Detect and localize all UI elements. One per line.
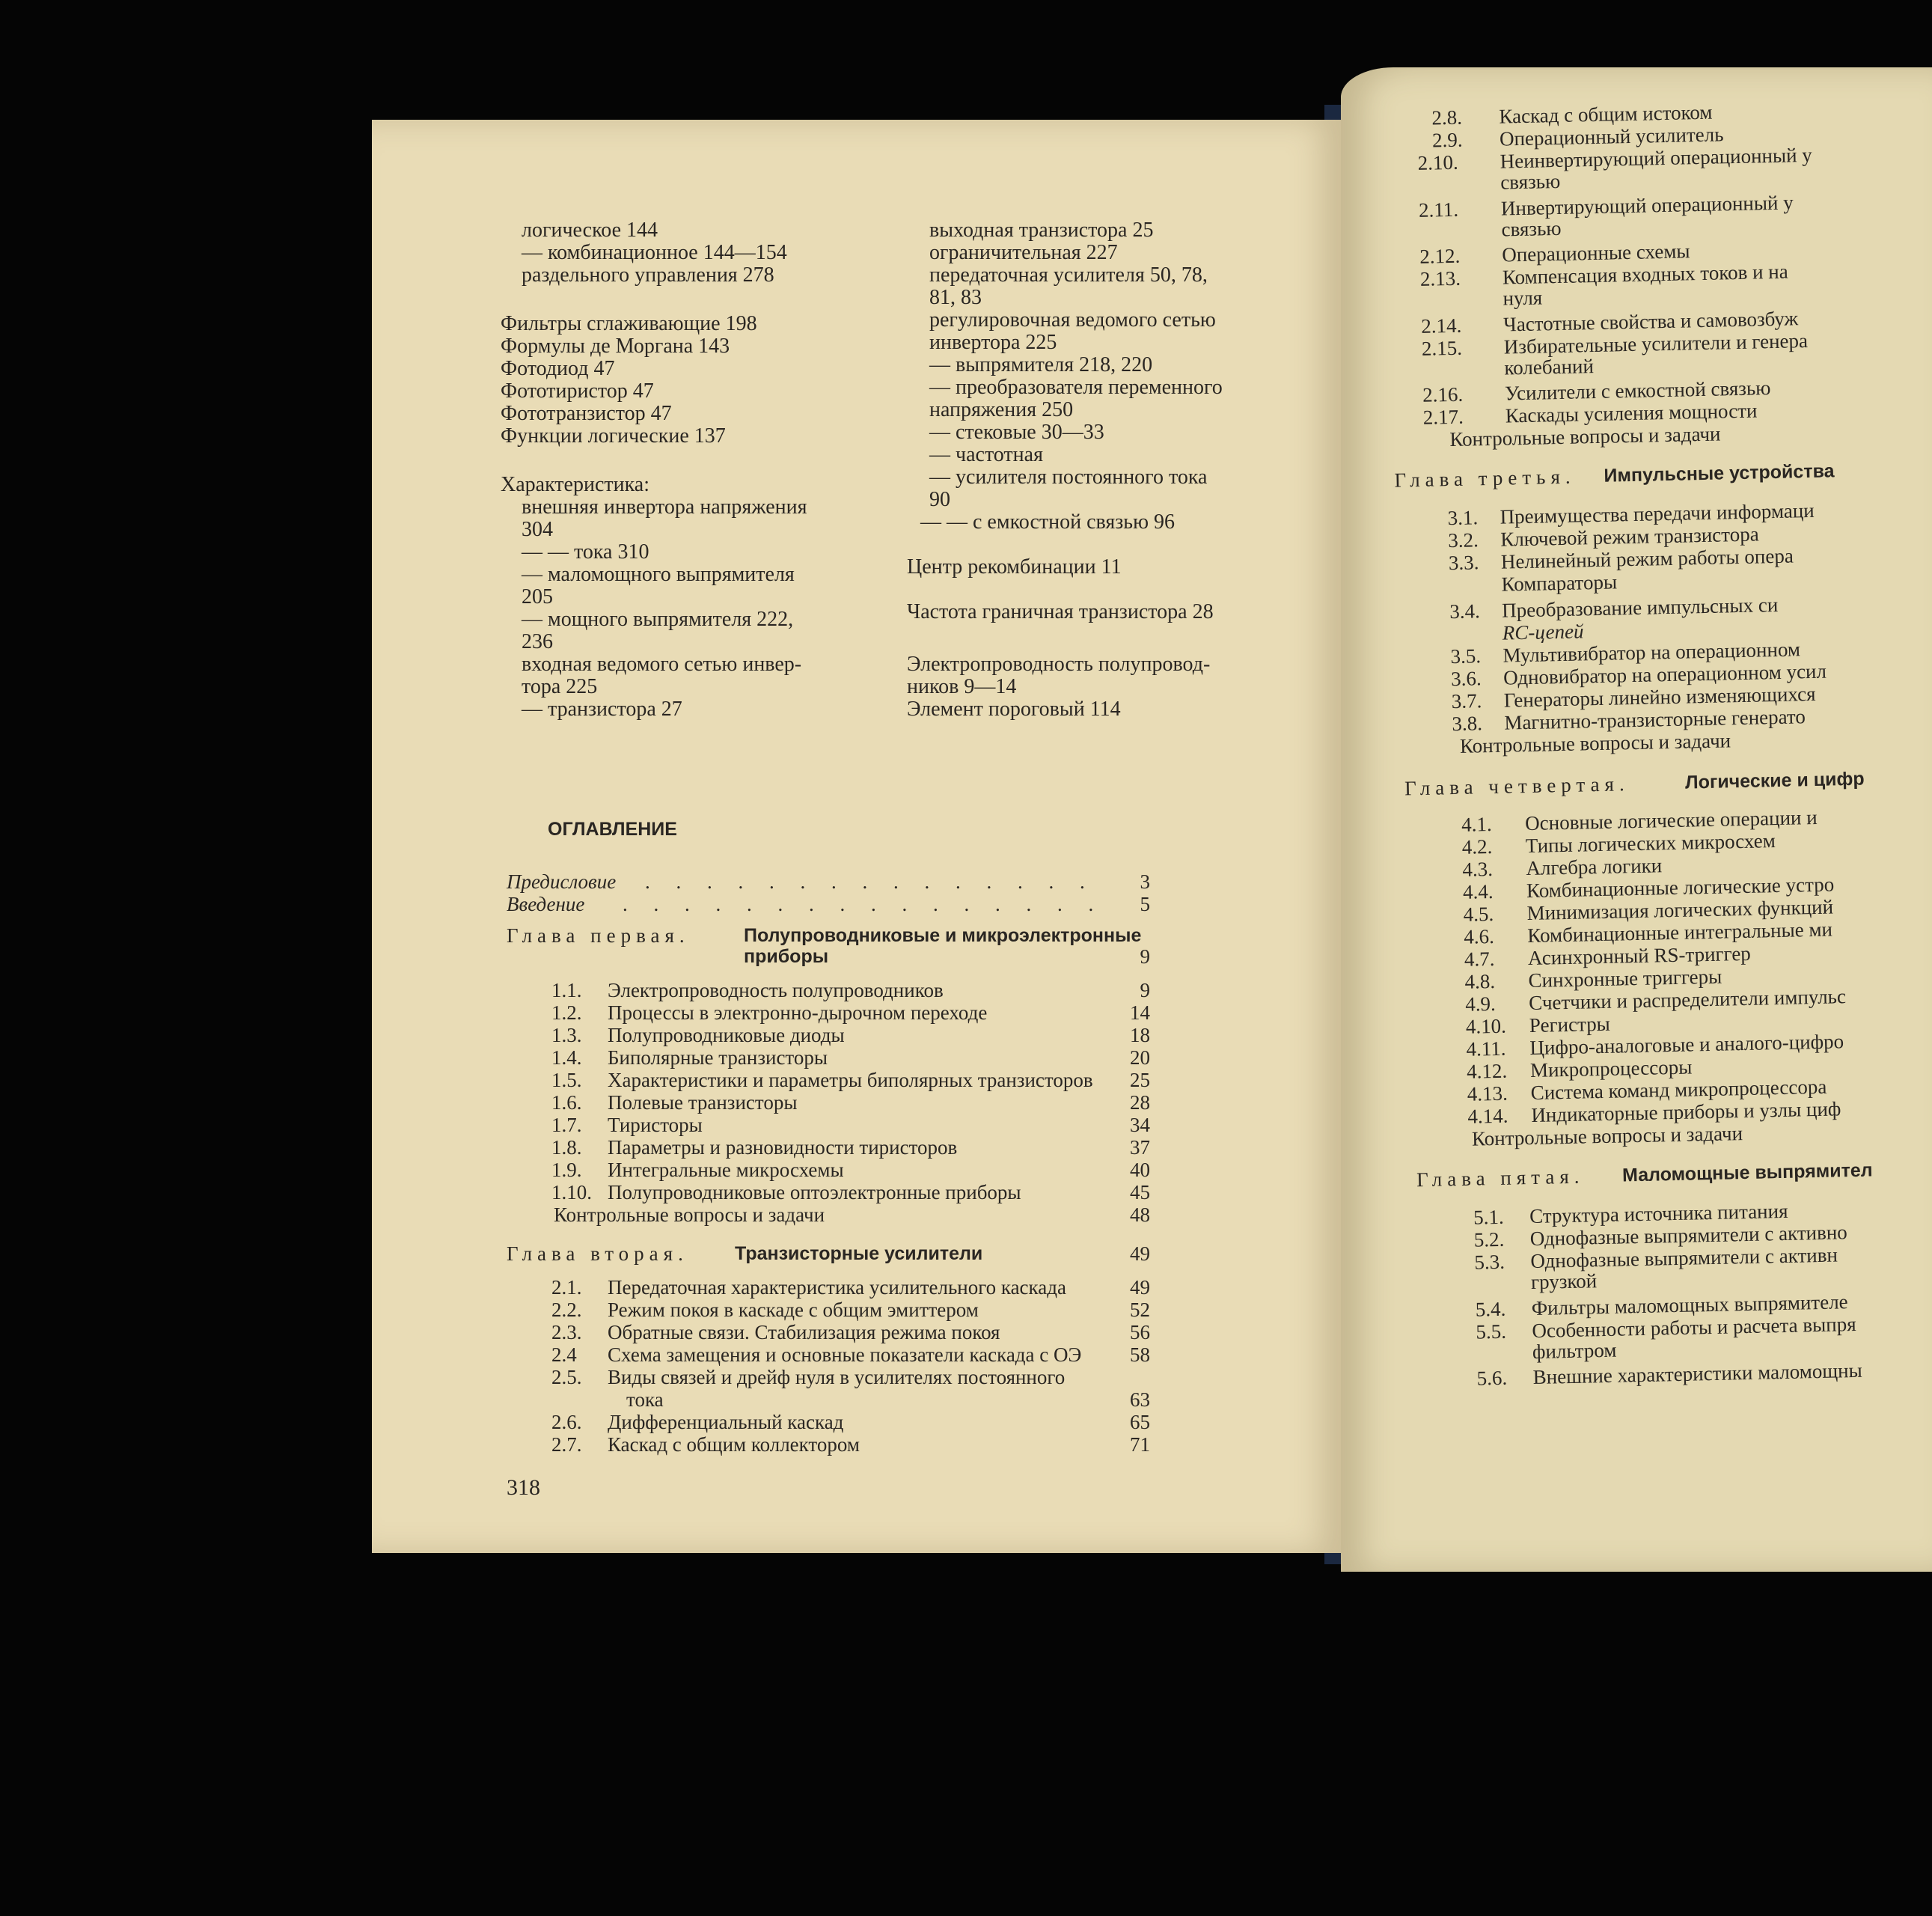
chapter-5-prefix: Глава пятая.	[1416, 1165, 1585, 1192]
toc-heading: ОГЛАВЛЕНИЕ	[548, 819, 677, 840]
index-entry: 90	[929, 488, 950, 511]
toc-item-number: 2.12.	[1419, 244, 1461, 268]
toc-item-title-cont: фильтром	[1532, 1338, 1617, 1364]
toc-control-questions[interactable]: Контрольные вопросы и задачи	[1459, 729, 1731, 757]
toc-item-title[interactable]: Каскад с общим истоком	[1499, 100, 1713, 128]
toc-item-number: 3.3.	[1448, 551, 1479, 575]
toc-item-number: 2.11.	[1418, 198, 1459, 222]
index-entry: Центр рекомбинации 11	[907, 555, 1122, 579]
toc-item-title[interactable]: Инвертирующий операционный у	[1500, 191, 1794, 220]
chapter-3-title[interactable]: Импульсные устройства	[1604, 460, 1835, 486]
toc-item-number: 2.9.	[1431, 128, 1463, 152]
toc-item-number: 2.15.	[1421, 336, 1463, 360]
toc-page: 40	[1130, 1159, 1150, 1181]
chapter-2-title[interactable]: Транзисторные усилители	[735, 1243, 983, 1264]
toc-item-title[interactable]: Неинвертирующий операционный у	[1500, 143, 1813, 173]
toc-item-title[interactable]: Передаточная характеристика усилительного каскада	[608, 1276, 1066, 1299]
toc-item-number: 4.8.	[1464, 969, 1496, 993]
toc-item-number: 5.3.	[1474, 1250, 1505, 1274]
index-entry: тора 225	[522, 675, 598, 698]
toc-item-number: 3.8.	[1452, 712, 1483, 736]
toc-item-title[interactable]: Однофазные выпрямители с активн	[1530, 1243, 1838, 1273]
chapter-1-title[interactable]: Полупроводниковые и микроэлектронные	[744, 925, 1142, 946]
toc-item-number: 1.8.	[551, 1136, 582, 1159]
toc-item-title[interactable]: Одновибратор на операционном усил	[1503, 659, 1827, 689]
toc-page: 14	[1130, 1001, 1150, 1024]
toc-item-title[interactable]: Интегральные микросхемы	[608, 1159, 844, 1181]
toc-item-number: 5.2.	[1473, 1227, 1505, 1251]
index-entry: выходная транзистора 25	[929, 219, 1154, 242]
toc-item-number: 4.6.	[1464, 924, 1495, 948]
toc-item-number: 1.7.	[551, 1114, 582, 1136]
toc-item-title-cont: связью	[1501, 216, 1562, 241]
toc-item-number: 4.12.	[1466, 1059, 1508, 1083]
toc-item-number: 4.3.	[1462, 857, 1494, 881]
index-entry: Фотодиод 47	[501, 357, 615, 380]
toc-item-number: 3.5.	[1450, 644, 1482, 668]
toc-item-title-cont: нуля	[1503, 286, 1543, 310]
toc-item-title[interactable]: Асинхронный RS-триггер	[1527, 942, 1752, 970]
index-entry: Фототранзистор 47	[501, 402, 672, 425]
index-entry: Характеристика:	[501, 473, 649, 496]
toc-page: 63	[1130, 1388, 1150, 1411]
toc-item-number: 5.4.	[1475, 1297, 1506, 1321]
index-entry: — частотная	[929, 443, 1043, 466]
toc-page: 28	[1130, 1091, 1150, 1114]
toc-item-number: 4.1.	[1461, 813, 1493, 836]
toc-item-number: 4.2.	[1461, 835, 1493, 858]
toc-item-title[interactable]: Частотные свойства и самовозбуж	[1503, 307, 1799, 336]
toc-item-number: 3.2.	[1447, 528, 1479, 552]
toc-page: 71	[1130, 1433, 1150, 1456]
toc-item-title[interactable]: Комбинационные логические устро	[1526, 873, 1835, 903]
toc-page: 52	[1130, 1299, 1150, 1321]
toc-item-number: 1.6.	[551, 1091, 582, 1114]
toc-item-title[interactable]: Синхронные триггеры	[1528, 965, 1722, 992]
toc-item-title[interactable]: Однофазные выпрямители с активно	[1529, 1221, 1848, 1251]
left-page: логическое 144 — комбинационное 144—154 раздельного управления 278 Фильтры сглаживающие 198 Формулы де Моргана 143 Фотодиод 47 Фототиристор 47 Фототранзистор 47 Функции логические 137 Характеристика: внешняя инвертора напряжения 304 — — тока 310 — маломощного выпрямителя 205 — мощного выпрямителя 222, 236 входная ведомого сетью инвер- тора 225 — транзистора 27 выходная транзистора 25 ограничительная 227 передаточная усилителя 50, 78, 81, 83 регулировочная ведомого сетью инвертора 225 — выпрямителя 218, 220 — преобразователя переменного напряжения 250 — стековые 30—33 — частотная — усилителя постоянного тока 90 — — с емкостной связью 96 Центр рекомбинации 11 Частота граничная транзистора 28 Электропроводность полупровод- ников 9—14 Элемент пороговый 114 ОГЛАВЛЕНИЕ Предисловие . . . . . . . . . . . . . . . 3 Введение . . . . . . . . . . . . . . . . 5 Глава первая. Полупроводниковые и микроэлектронные приборы 9 1.1. Электропроводность полупроводников 9 1.2. Процессы в электронно-дырочном переходе 14 1.3. Полупроводниковые диоды 18 1.4. Биполярные транзисторы 20 1.5. Характеристики и параметры биполярных транзисторов 25 1.6. Полевые транзисторы 28 1.7. Тиристоры 34 1.8. Параметры и разновидности тиристоров 37 1.9. Интегральные микросхемы 40 1.10. Полупроводниковые оптоэлектронные приборы 45 Контрольные вопросы и задачи 48 Глава вторая. Транзисторные усилители 49 2.1. Передаточная характеристика усилительного каскада 49 2.2. Режим покоя в каскаде с общим эмиттером 52 2.3. Обратные связи. Стабилизация режима покоя 56 2.4 Схема замещения и основные показатели каскада с ОЭ 58 2.5. Виды связей и дрейф нуля в усилителях постоянного тока 63 2.6. Дифференциальный каскад 65 2.7. Каскад с общим коллектором 71 318	[372, 120, 1343, 1553]
index-entry: — комбинационное 144—154	[522, 241, 787, 264]
toc-item-title[interactable]: Процессы в электронно-дырочном переходе	[608, 1001, 988, 1024]
toc-item-number: 1.5.	[551, 1069, 582, 1091]
toc-page: 34	[1130, 1114, 1150, 1136]
index-entry: Фототиристор 47	[501, 379, 654, 403]
toc-item-number: 4.4.	[1462, 879, 1494, 903]
index-entry: логическое 144	[522, 219, 658, 242]
toc-item-number: 5.1.	[1473, 1205, 1505, 1229]
toc-page: 37	[1130, 1136, 1150, 1159]
toc-item-number: 4.7.	[1464, 947, 1495, 971]
toc-item-number: 1.4.	[551, 1046, 582, 1069]
toc-item-title[interactable]: Внешние характеристики маломощны	[1532, 1358, 1863, 1389]
index-entry: напряжения 250	[929, 398, 1074, 421]
toc-item-title-cont: RC-цепей	[1502, 620, 1584, 644]
toc-item-number: 2.3.	[551, 1321, 582, 1343]
toc-item-title[interactable]: Избирательные усилители и генера	[1503, 329, 1809, 359]
toc-item-title[interactable]: Дифференциальный каскад	[608, 1411, 844, 1433]
page-number: 318	[507, 1475, 540, 1500]
toc-item-number: 2.6.	[551, 1411, 582, 1433]
toc-item-title[interactable]: Цифро-аналоговые и аналого-цифро	[1529, 1030, 1844, 1059]
toc-item-title[interactable]: Нелинейный режим работы опера	[1500, 544, 1794, 573]
index-entry: 304	[522, 518, 553, 541]
toc-item-title[interactable]: Характеристики и параметры биполярных транзисторов	[608, 1069, 1093, 1091]
index-entry: передаточная усилителя 50, 78,	[929, 263, 1208, 287]
toc-control-questions[interactable]: Контрольные вопросы и задачи	[554, 1203, 825, 1226]
index-entry: — мощного выпрямителя 222,	[522, 608, 794, 631]
toc-item-title-cont: тока	[626, 1388, 664, 1411]
toc-item-title[interactable]: Мультивибратор на операционном	[1503, 638, 1801, 667]
toc-item-number: 4.14.	[1467, 1104, 1508, 1128]
toc-page: 3	[1140, 870, 1150, 893]
toc-item-title[interactable]: Алгебра логики	[1526, 854, 1663, 880]
toc-item-number: 4.13.	[1467, 1081, 1508, 1105]
toc-item-title[interactable]: Ключевой режим транзистора	[1500, 522, 1759, 551]
toc-item-title[interactable]: Виды связей и дрейф нуля в усилителях постоянного	[608, 1366, 1066, 1388]
index-entry: Формулы де Моргана 143	[501, 335, 730, 358]
toc-item-title[interactable]: Схема замещения и основные показатели каскада с ОЭ	[608, 1343, 1082, 1366]
toc-item-title-cont: грузкой	[1530, 1269, 1598, 1294]
toc-page: 65	[1130, 1411, 1150, 1433]
toc-item-number: 2.17.	[1422, 405, 1464, 429]
toc-item-number: 3.4.	[1449, 599, 1481, 623]
index-entry: Функции логические 137	[501, 424, 726, 448]
toc-item-title[interactable]: Полупроводниковые оптоэлектронные приборы	[608, 1181, 1021, 1203]
toc-item-title[interactable]: Индикаторные приборы и узлы циф	[1531, 1097, 1841, 1126]
toc-item-number: 4.10.	[1465, 1014, 1507, 1038]
index-entry: 236	[522, 630, 553, 653]
chapter-2-prefix: Глава вторая.	[507, 1242, 688, 1265]
toc-item-number: 4.9.	[1464, 992, 1497, 1016]
index-entry: регулировочная ведомого сетью	[929, 308, 1216, 332]
toc-item-number: 1.9.	[551, 1159, 582, 1181]
toc-page: 56	[1130, 1321, 1150, 1343]
toc-item-number: 2.14.	[1420, 314, 1462, 338]
toc-item-title-cont: связью	[1500, 169, 1561, 194]
toc-item-number: 2.16.	[1422, 382, 1464, 406]
toc-item-title[interactable]: Счетчики и распределители импульс	[1528, 985, 1847, 1015]
toc-item-number: 3.7.	[1451, 689, 1482, 713]
toc-item-title[interactable]: Фильтры маломощных выпрямителе	[1531, 1290, 1848, 1320]
toc-page: 58	[1130, 1343, 1150, 1366]
toc-item-title[interactable]: Типы логических микросхем	[1525, 829, 1776, 858]
toc-item-title[interactable]: Операционный усилитель	[1499, 123, 1724, 150]
toc-item-number: 2.1.	[551, 1276, 582, 1299]
toc-item-title[interactable]: Электропроводность полупроводников	[608, 979, 944, 1001]
toc-item-title-cont: Компараторы	[1501, 570, 1618, 596]
index-entry: входная ведомого сетью инвер-	[522, 653, 802, 676]
toc-item-title[interactable]: Основные логические операции и	[1524, 805, 1818, 835]
toc-item-title[interactable]: Генераторы линейно изменяющихся	[1503, 682, 1816, 712]
toc-item-title[interactable]: Преимущества передачи информаци	[1500, 498, 1815, 528]
toc-item-number: 4.5.	[1463, 902, 1494, 926]
index-entry: ников 9—14	[907, 675, 1017, 698]
toc-item-title[interactable]: Тиристоры	[608, 1114, 703, 1136]
index-entry: Электропроводность полупровод-	[907, 653, 1211, 676]
toc-control-questions[interactable]: Контрольные вопросы и задачи	[1471, 1122, 1743, 1150]
toc-item-title[interactable]: Полупроводниковые диоды	[608, 1024, 845, 1046]
toc-page: 5	[1140, 893, 1150, 915]
toc-item-number: 2.2.	[551, 1299, 582, 1321]
toc-item-title[interactable]: Параметры и разновидности тиристоров	[608, 1136, 958, 1159]
toc-item-title[interactable]: Магнитно-транзисторные генерато	[1504, 705, 1806, 734]
toc-page: 25	[1130, 1069, 1150, 1091]
toc-item-title[interactable]: Комбинационные интегральные ми	[1527, 918, 1833, 948]
toc-item-number: 1.10.	[551, 1181, 592, 1203]
toc-item-number: 5.6.	[1476, 1366, 1508, 1390]
toc-item-number: 2.8.	[1431, 106, 1463, 129]
index-entry: раздельного управления 278	[522, 263, 774, 287]
chapter-4-prefix: Глава четвертая.	[1404, 772, 1630, 800]
toc-item-number: 2.4	[551, 1343, 577, 1366]
chapter-1-title-cont: приборы	[744, 946, 829, 967]
toc-item-number: 3.6.	[1450, 667, 1482, 691]
toc-item-title[interactable]: Система команд микропроцессора	[1530, 1075, 1827, 1104]
toc-item-title[interactable]: Регистры	[1529, 1012, 1611, 1037]
index-entry: — усилителя постоянного тока	[929, 466, 1208, 489]
toc-page: 49	[1130, 1276, 1150, 1299]
toc-page: 18	[1130, 1024, 1150, 1046]
index-entry: — транзистора 27	[522, 698, 682, 721]
toc-item-title[interactable]: Операционные схемы	[1501, 240, 1690, 266]
index-entry: ограничительная 227	[929, 241, 1118, 264]
index-entry: Фильтры сглаживающие 198	[501, 312, 757, 335]
index-entry: Частота граничная транзистора 28	[907, 600, 1214, 623]
index-entry: 205	[522, 585, 553, 608]
toc-page: 45	[1130, 1181, 1150, 1203]
toc-item-title[interactable]: Усилители с емкостной связью	[1504, 376, 1771, 405]
index-entry: — — с емкостной связью 96	[920, 510, 1175, 534]
toc-item-title-cont: колебаний	[1504, 355, 1595, 379]
toc-item-title[interactable]: Обратные связи. Стабилизация режима покоя	[608, 1321, 1000, 1343]
toc-item-number: 4.11.	[1466, 1037, 1506, 1061]
toc-preface[interactable]: Предисловие	[507, 870, 617, 893]
toc-item-number: 2.10.	[1417, 150, 1459, 174]
toc-page: 9	[1140, 945, 1150, 968]
index-entry: — маломощного выпрямителя	[522, 563, 795, 586]
toc-item-title[interactable]: Каскады усиления мощности	[1505, 399, 1758, 427]
toc-item-number: 2.5.	[551, 1366, 582, 1388]
toc-item-number: 5.5.	[1476, 1319, 1507, 1343]
index-entry: Элемент пороговый 114	[907, 698, 1121, 721]
index-entry: — преобразователя переменного	[929, 376, 1223, 399]
chapter-4-title[interactable]: Логические и цифр	[1684, 768, 1865, 793]
index-entry: — стековые 30—33	[929, 421, 1104, 444]
toc-page: 49	[1130, 1242, 1150, 1265]
right-page	[1341, 67, 1932, 1572]
chapter-5-title[interactable]: Маломощные выпрямител	[1621, 1159, 1873, 1186]
toc-item-title[interactable]: Каскад с общим коллектором	[608, 1433, 860, 1456]
index-entry: инвертора 225	[929, 331, 1057, 354]
toc-item-title[interactable]: Компенсация входных токов и на	[1502, 260, 1788, 289]
toc-item-number: 1.3.	[551, 1024, 582, 1046]
toc-item-number: 1.1.	[551, 979, 582, 1001]
toc-item-number: 2.13.	[1419, 266, 1461, 290]
toc-introduction[interactable]: Введение	[507, 893, 585, 915]
toc-item-title[interactable]: Режим покоя в каскаде с общим эмиттером	[608, 1299, 979, 1321]
toc-page: 20	[1130, 1046, 1150, 1069]
index-entry: — выпрямителя 218, 220	[929, 353, 1153, 376]
toc-item-title[interactable]: Преобразование импульсных си	[1501, 593, 1779, 622]
toc-item-title[interactable]: Минимизация логических функций	[1526, 895, 1834, 925]
toc-item-title[interactable]: Микропроцессоры	[1529, 1055, 1693, 1081]
toc-item-number: 2.7.	[551, 1433, 582, 1456]
toc-control-questions[interactable]: Контрольные вопросы и задачи	[1449, 422, 1721, 451]
toc-item-title[interactable]: Структура источника питания	[1529, 1199, 1788, 1228]
toc-item-title[interactable]: Особенности работы и расчета выпря	[1532, 1312, 1856, 1343]
index-entry: 81, 83	[929, 286, 982, 309]
index-entry: — — тока 310	[522, 540, 649, 564]
chapter-3-prefix: Глава третья.	[1394, 465, 1576, 492]
toc-page: 9	[1140, 979, 1150, 1001]
toc-item-number: 3.1.	[1447, 506, 1479, 530]
toc-page: 48	[1130, 1203, 1150, 1226]
toc-item-number: 1.2.	[551, 1001, 582, 1024]
toc-item-title[interactable]: Полевые транзисторы	[608, 1091, 798, 1114]
chapter-1-prefix: Глава первая.	[507, 924, 690, 947]
toc-item-title[interactable]: Биполярные транзисторы	[608, 1046, 828, 1069]
index-entry: внешняя инвертора напряжения	[522, 495, 807, 519]
